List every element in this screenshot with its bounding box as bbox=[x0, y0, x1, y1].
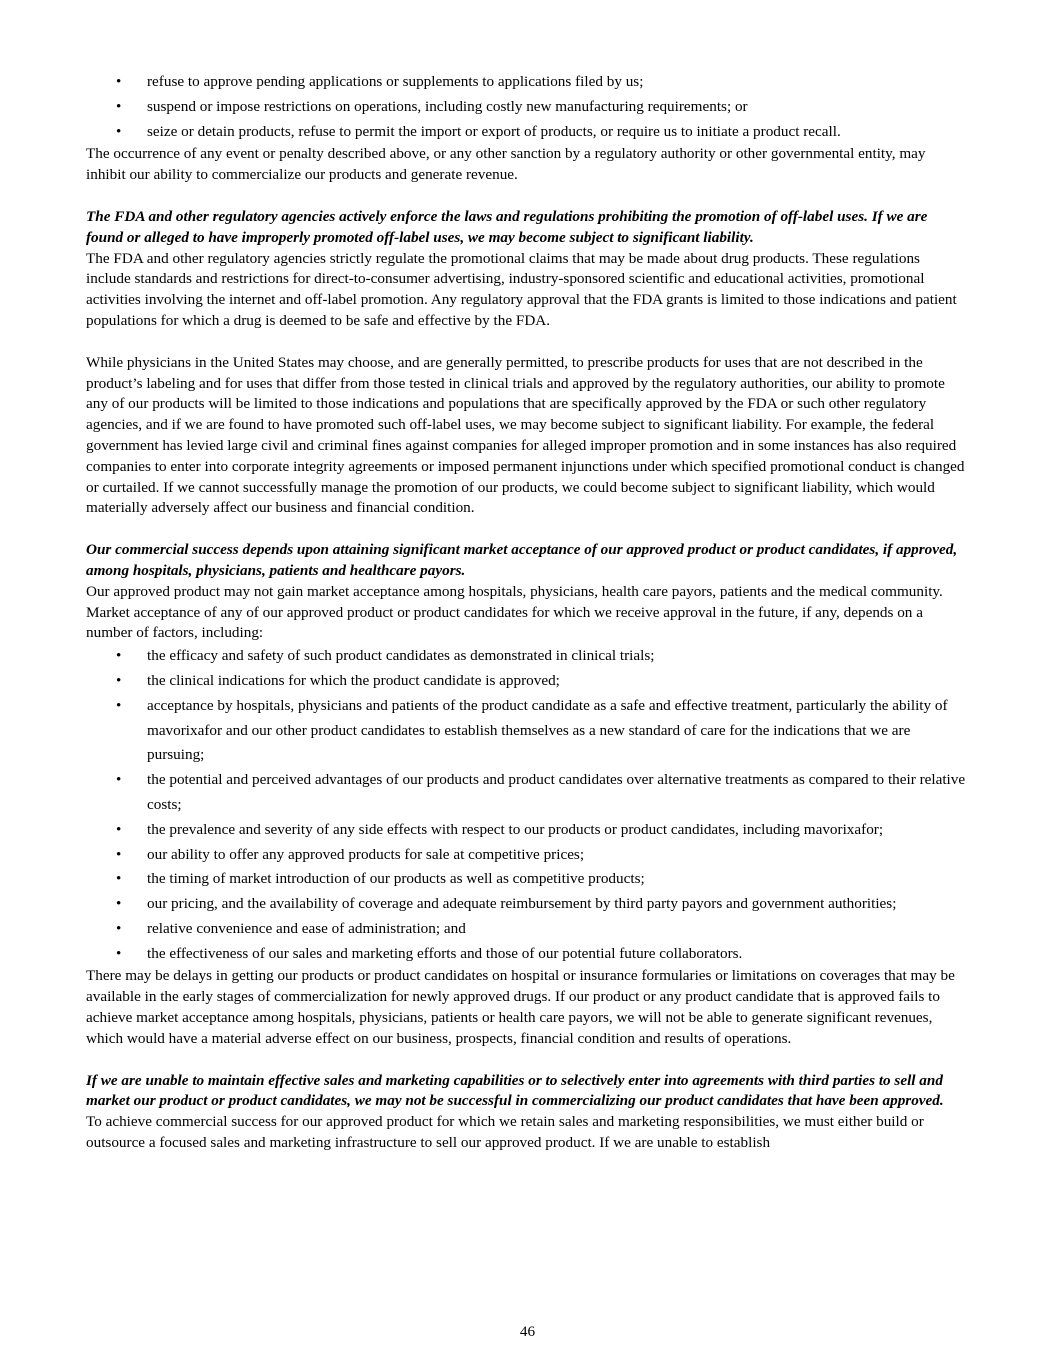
list-item: • relative convenience and ease of administration; and bbox=[86, 917, 968, 942]
list-item: • refuse to approve pending applications or supplements to applications filed by us; bbox=[86, 70, 968, 95]
section-heading-off-label: The FDA and other regulatory agencies actively enforce the laws and regulations prohibiting the promotion of off-label uses. If we are found or alleged to have improperly promoted off-label uses, we may become subject to significant liability. bbox=[86, 207, 928, 246]
list-item: • the clinical indications for which the product candidate is approved; bbox=[86, 669, 968, 694]
list-item: • seize or detain products, refuse to permit the import or export of products, or require us to initiate a product recall. bbox=[86, 120, 968, 145]
document-page bbox=[86, 70, 968, 1154]
bullet-icon: • bbox=[116, 122, 122, 140]
factors-bullet-list bbox=[86, 644, 968, 966]
bullet-icon: • bbox=[116, 97, 122, 115]
list-item: • the efficacy and safety of such product candidates as demonstrated in clinical trials; bbox=[86, 644, 968, 669]
bullet-icon: • bbox=[116, 771, 122, 789]
body-paragraph: There may be delays in getting our products or product candidates on hospital or insurance formularies or limitations on coverages that may be available in the early stages of commercialization for newly approved drugs. If our product or any product candidate that is approved fails to achieve market acceptance among hospitals, physicians, patients or health care payors, we will not be able to generate significant revenues, which would have a material adverse effect on our business, prospects, financial condition and results of operations. bbox=[86, 967, 955, 1047]
list-item: • the prevalence and severity of any side effects with respect to our products or product candidates, including mavorixafor; bbox=[86, 818, 968, 843]
page-number: 46 bbox=[519, 1323, 536, 1340]
bullet-icon: • bbox=[116, 919, 122, 937]
bullet-icon: • bbox=[116, 696, 122, 714]
bullet-icon: • bbox=[116, 671, 122, 689]
body-paragraph: Our approved product may not gain market acceptance among hospitals, physicians, health care payors, patients and the medical community. Market acceptance of any of our approved product or product candidates for which we receive approval in the future, if any, depends on a number of factors, including: bbox=[86, 582, 943, 642]
bullet-icon: • bbox=[116, 73, 122, 90]
section-heading-sales-marketing: If we are unable to maintain effective sales and marketing capabilities or to selectively enter into agreements with third parties to sell and market our product or product candidates, we may not be successful in commercializing our product candidates that have been approved. bbox=[86, 1071, 944, 1110]
list-item: • the potential and perceived advantages of our products and product candidates over alternative treatments as compared to their relative costs; bbox=[86, 768, 968, 818]
body-paragraph: While physicians in the United States may choose, and are generally permitted, to prescribe products for uses that are not described in the product’s labeling and for uses that differ from those tested in clinical trials and approved by the regulatory authorities, our ability to promote any of our products will be limited to those indications and populations that are specifically approved by the FDA or such other regulatory agencies, and if we are found to have promoted such off-label uses, we may become subject to significant liability. For example, the federal government has levied large civil and criminal fines against companies for alleged improper promotion and in some instances has also required companies to enter into corporate integrity agreements or imposed permanent injunctions under which specified promotional conduct is changed or curtailed. If we cannot successfully manage the promotion of our products, we could become subject to significant liability, which would materially adversely affect our business and financial condition. bbox=[86, 353, 965, 517]
bullet-icon: • bbox=[116, 870, 122, 888]
bullet-icon: • bbox=[116, 845, 122, 863]
list-item: • our ability to offer any approved products for sale at competitive prices; bbox=[86, 843, 968, 868]
top-bullet-list bbox=[86, 70, 968, 144]
list-item: • suspend or impose restrictions on operations, including costly new manufacturing requirements; or bbox=[86, 95, 968, 120]
list-item: • our pricing, and the availability of coverage and adequate reimbursement by third party payors and government authorities; bbox=[86, 892, 968, 917]
list-item: • the timing of market introduction of our products as well as competitive products; bbox=[86, 867, 968, 892]
section-heading-market-acceptance: Our commercial success depends upon attaining significant market acceptance of our approved product or product candidates, if approved, among hospitals, physicians, patients and healthcare payors. bbox=[86, 541, 958, 579]
bullet-icon: • bbox=[116, 895, 122, 913]
bullet-icon: • bbox=[116, 944, 122, 962]
list-item: • acceptance by hospitals, physicians and patients of the product candidate as a safe and effective treatment, particularly the ability of mavorixafor and our other product candidates to establish themselves as a new standard of care for the indications that we are pursuing; bbox=[86, 694, 968, 768]
occurrence-paragraph: The occurrence of any event or penalty described above, or any other sanction by a regulatory authority or other governmental entity, may inhibit our ability to commercialize our products and generate revenue. bbox=[86, 145, 926, 184]
bullet-icon: • bbox=[116, 820, 122, 838]
body-paragraph: The FDA and other regulatory agencies strictly regulate the promotional claims that may be made about drug products. These regulations include standards and restrictions for direct-to-consumer advertising, industry-sponsored scientific and educational activities, promotional activities involving the internet and off-label promotion. Any regulatory approval that the FDA grants is limited to those indications and patient populations for which a drug is deemed to be safe and effective by the FDA. bbox=[86, 249, 957, 329]
bullet-icon: • bbox=[116, 647, 122, 665]
list-item: • the effectiveness of our sales and marketing efforts and those of our potential future collaborators. bbox=[86, 942, 968, 967]
body-paragraph: To achieve commercial success for our approved product for which we retain sales and marketing responsibilities, we must either build or outsource a focused sales and marketing infrastructure to sell our approved product. If we are unable to establish bbox=[86, 1113, 924, 1152]
